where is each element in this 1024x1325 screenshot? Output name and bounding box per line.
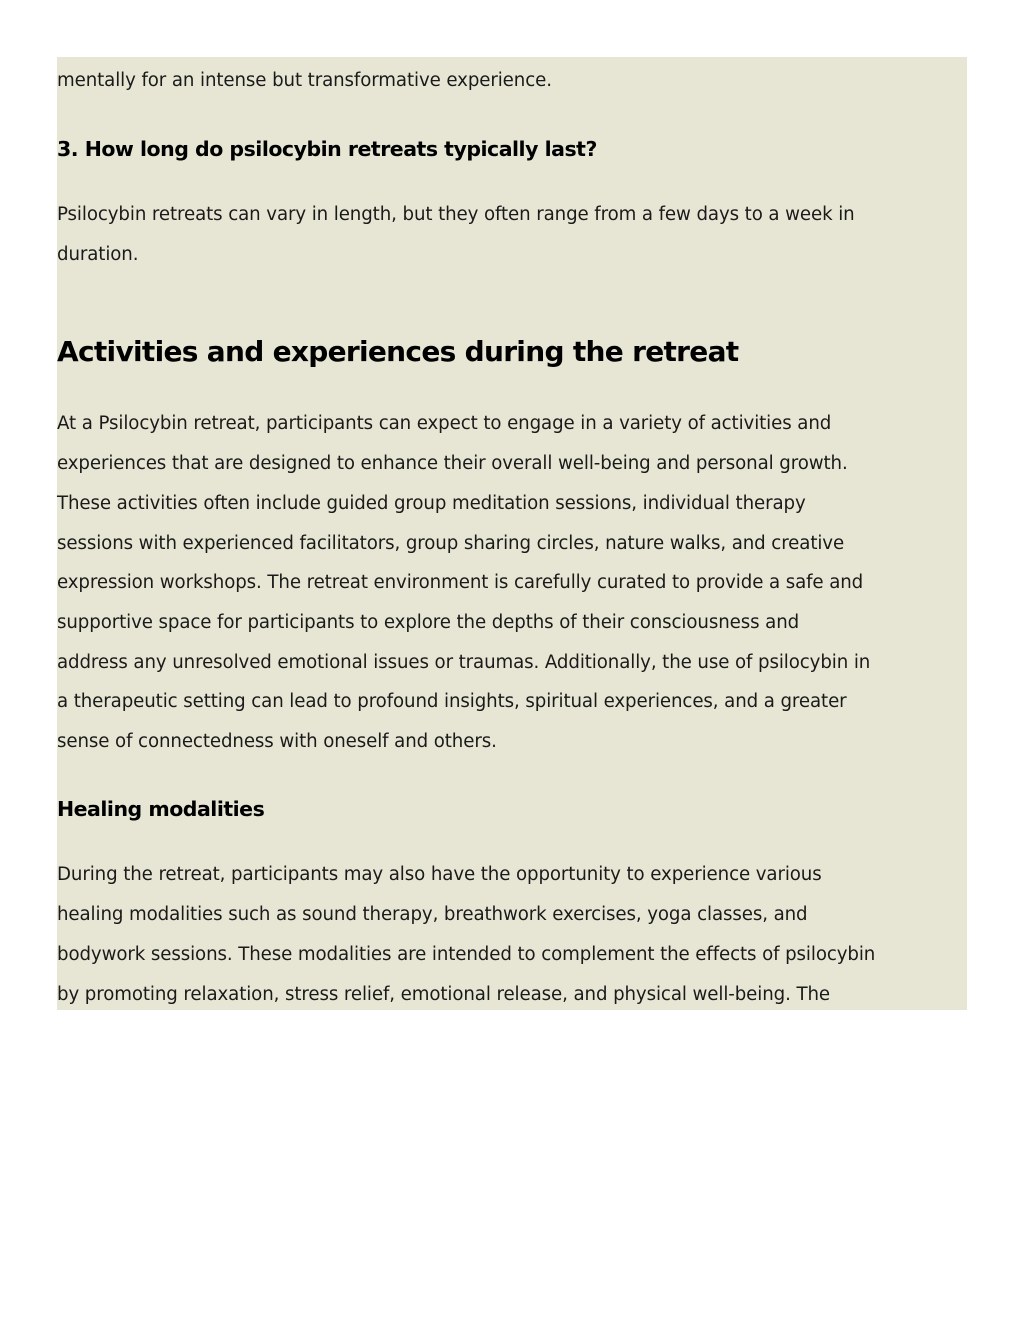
healing-line-1: During the retreat, participants may also have the opportunity to experience various bbox=[57, 864, 822, 885]
healing-line-2: healing modalities such as sound therapy, breathwork exercises, yoga classes, and bbox=[57, 904, 808, 925]
activities-line-9: sense of connectedness with oneself and others. bbox=[57, 731, 497, 752]
activities-line-1: At a Psilocybin retreat, participants can expect to engage in a variety of activities and bbox=[57, 413, 832, 434]
section-heading-activities: Activities and experiences during the retreat bbox=[57, 335, 739, 368]
activities-line-8: a therapeutic setting can lead to profound insights, spiritual experiences, and a greater bbox=[57, 691, 847, 712]
intro-line-1: mentally for an intense but transformative experience. bbox=[57, 70, 552, 91]
section-heading-healing: Healing modalities bbox=[57, 797, 265, 821]
activities-line-2: experiences that are designed to enhance their overall well-being and personal growth. bbox=[57, 453, 848, 474]
healing-line-3: bodywork sessions. These modalities are intended to complement the effects of psilocybin bbox=[57, 944, 876, 965]
faq-answer-line-2: duration. bbox=[57, 244, 139, 265]
healing-line-4: by promoting relaxation, stress relief, emotional release, and physical well-being. The bbox=[57, 984, 830, 1005]
faq-question-3: 3. How long do psilocybin retreats typically last? bbox=[57, 137, 597, 161]
faq-answer-line-1: Psilocybin retreats can vary in length, but they often range from a few days to a week in bbox=[57, 204, 855, 225]
activities-line-5: expression workshops. The retreat environment is carefully curated to provide a safe and bbox=[57, 572, 864, 593]
activities-line-4: sessions with experienced facilitators, group sharing circles, nature walks, and creative bbox=[57, 533, 845, 554]
activities-line-3: These activities often include guided group meditation sessions, individual therapy bbox=[57, 493, 806, 514]
activities-line-6: supportive space for participants to explore the depths of their consciousness and bbox=[57, 612, 800, 633]
activities-line-7: address any unresolved emotional issues or traumas. Additionally, the use of psilocybin in bbox=[57, 652, 871, 673]
